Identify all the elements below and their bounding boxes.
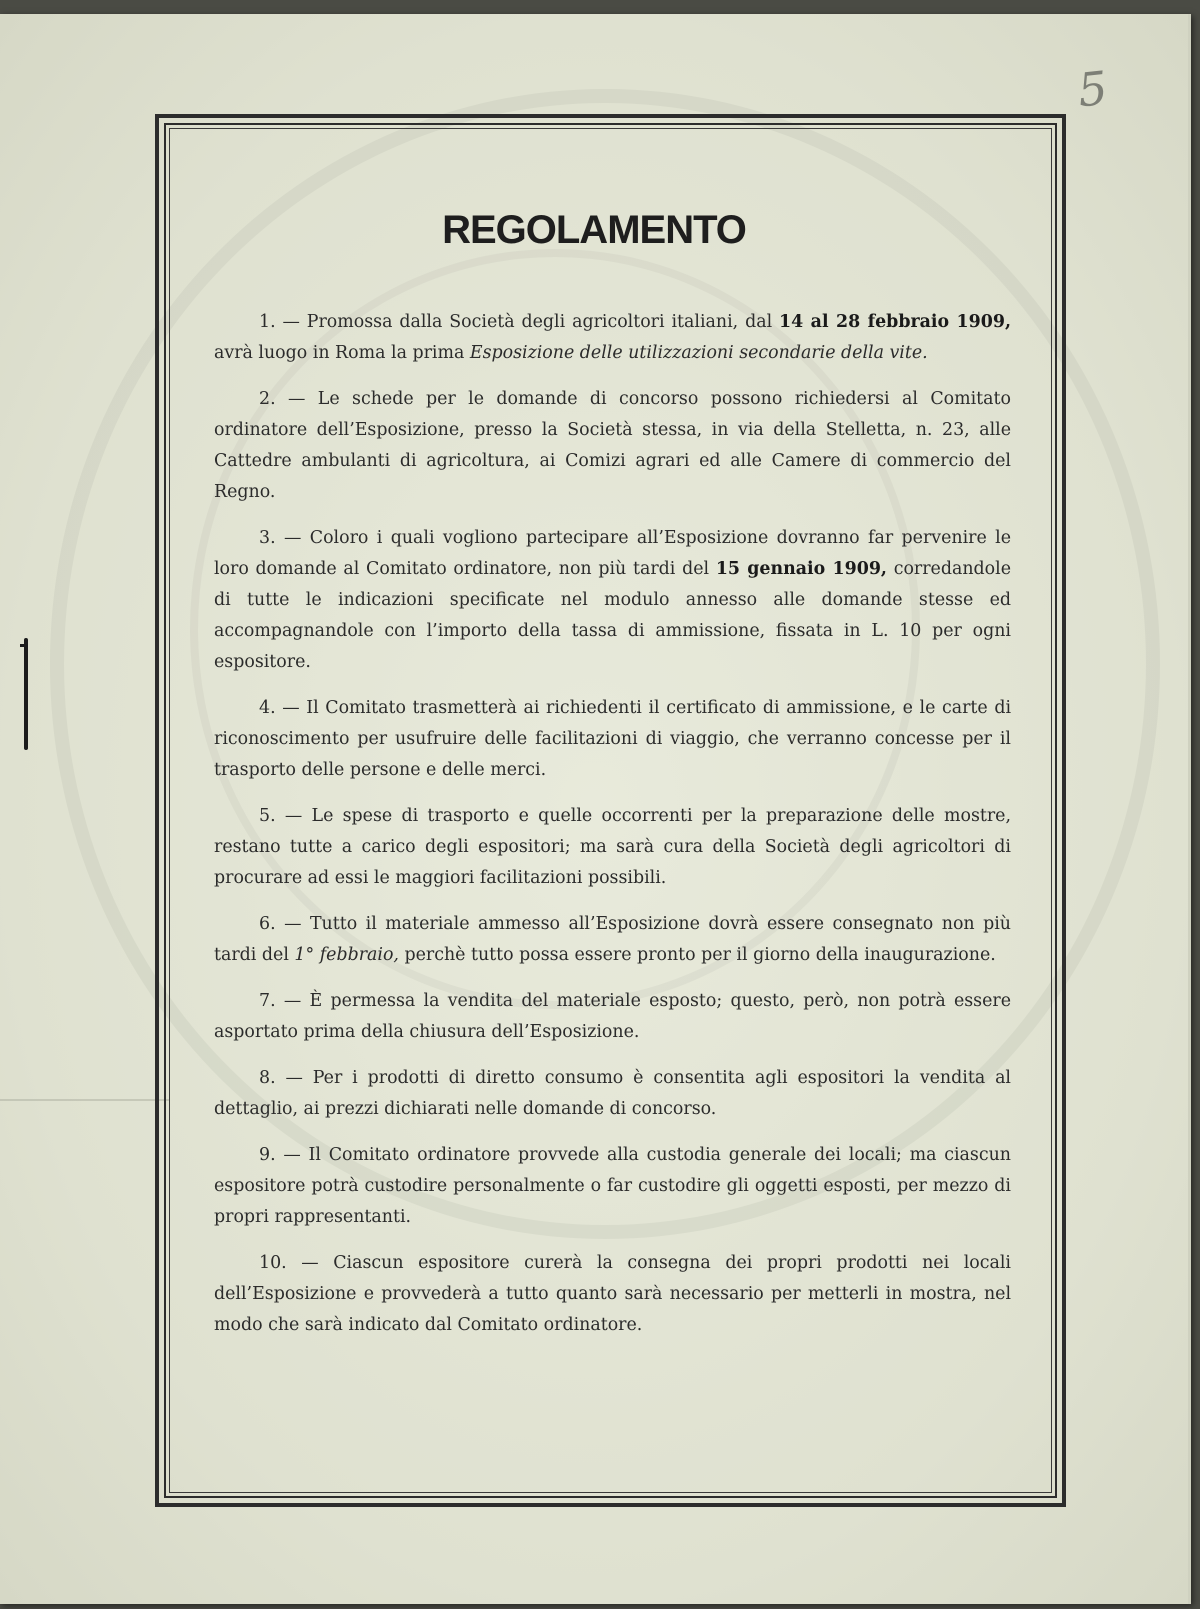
article-text: Le schede per le domande di concorso possono richiedersi al Comitato ordinatore dell’Esposizione, presso la Società stessa, in via della Stelletta, n. 23, alle Cattedre ambulanti di agricoltura, ai Comizi agrari ed alle Camere di commercio del Regno. [214, 389, 1011, 502]
article-7 [214, 986, 1011, 1048]
article-6 [214, 909, 1011, 971]
article-8 [214, 1063, 1011, 1125]
article-text: Per i prodotti di diretto consumo è consentita agli espositori la vendita al dettaglio, ai prezzi dichiarati nelle domande di concorso. [214, 1068, 1011, 1119]
article-number: 8. — [259, 1068, 303, 1088]
article-9 [214, 1140, 1011, 1233]
handwritten-page-number: 5 [1075, 60, 1111, 118]
article-number: 10. — [259, 1253, 319, 1273]
article-text: È permessa la vendita del materiale esposto; questo, però, non potrà essere asportato prima della chiusura dell’Esposizione. [214, 991, 1012, 1042]
article-number: 4. — [259, 698, 300, 718]
article-1 [214, 307, 1011, 369]
article-text: corredandole di tutte le indicazioni specificate nel modulo annesso alle domande stesse ed accompagnandole con l’importo della tassa di ammissione, fissata in L. 10 per ogni espositore. [214, 559, 1011, 672]
document-title: REGOLAMENTO [442, 208, 746, 252]
article-dates: 14 al 28 febbraio 1909, [779, 312, 1011, 332]
article-text: Tutto il materiale ammesso all’Esposizione dovrà essere consegnato non più tardi del [214, 914, 1011, 965]
fold-line [0, 1099, 170, 1101]
article-number: 6. — [259, 914, 302, 934]
article-text: Promossa dalla Società degli agricoltori italiani, dal [306, 312, 773, 332]
article-10 [214, 1248, 1011, 1341]
article-number: 3. — [259, 528, 302, 548]
article-text: perchè tutto possa essere pronto per il giorno della inaugurazione. [404, 945, 996, 965]
article-text: avrà luogo in Roma la prima [214, 343, 465, 363]
article-number: 1. — [259, 312, 300, 332]
article-text: Il Comitato ordinatore provvede alla custodia generale dei locali; ma ciascun espositore potrà custodire personalmente o far custodire gli oggetti esposti, per mezzo di propri rappresentanti. [214, 1145, 1011, 1227]
article-text: Ciascun espositore curerà la consegna dei propri prodotti nei locali dell’Esposizione e provvederà a tutto quanto sarà necessario per metterli in mostra, nel modo che sarà indicato dal Comitato ordinatore. [214, 1253, 1011, 1335]
article-number: 7. — [259, 991, 302, 1011]
article-text: Coloro i quali vogliono partecipare all’Esposizione dovranno far pervenire le loro domande al Comitato ordinatore, non più tardi del [214, 528, 1011, 579]
exhibition-name: Esposizione delle utilizzazioni secondarie della vite. [469, 343, 928, 363]
article-3 [214, 523, 1011, 678]
regulation-articles [214, 307, 1011, 1356]
article-5 [214, 801, 1011, 894]
article-number: 9. — [259, 1145, 301, 1165]
delivery-date: 1° febbraio, [294, 945, 399, 965]
article-number: 2. — [259, 389, 306, 409]
article-4 [214, 693, 1011, 786]
article-text: Il Comitato trasmetterà ai richiedenti il certificato di ammissione, e le carte di riconoscimento per usufruire delle facilitazioni di viaggio, che verranno concesse per il trasporto delle persone e delle merci. [214, 698, 1012, 780]
article-2 [214, 384, 1011, 508]
article-number: 5. — [259, 806, 303, 826]
article-deadline: 15 gennaio 1909, [715, 559, 887, 579]
article-text: Le spese di trasporto e quelle occorrenti per la preparazione delle mostre, restano tutte a carico degli espositori; ma sarà cura della Società degli agricoltori di procurare ad essi le maggiori facilitazioni possibili. [214, 806, 1011, 888]
binding-thread [20, 638, 30, 750]
